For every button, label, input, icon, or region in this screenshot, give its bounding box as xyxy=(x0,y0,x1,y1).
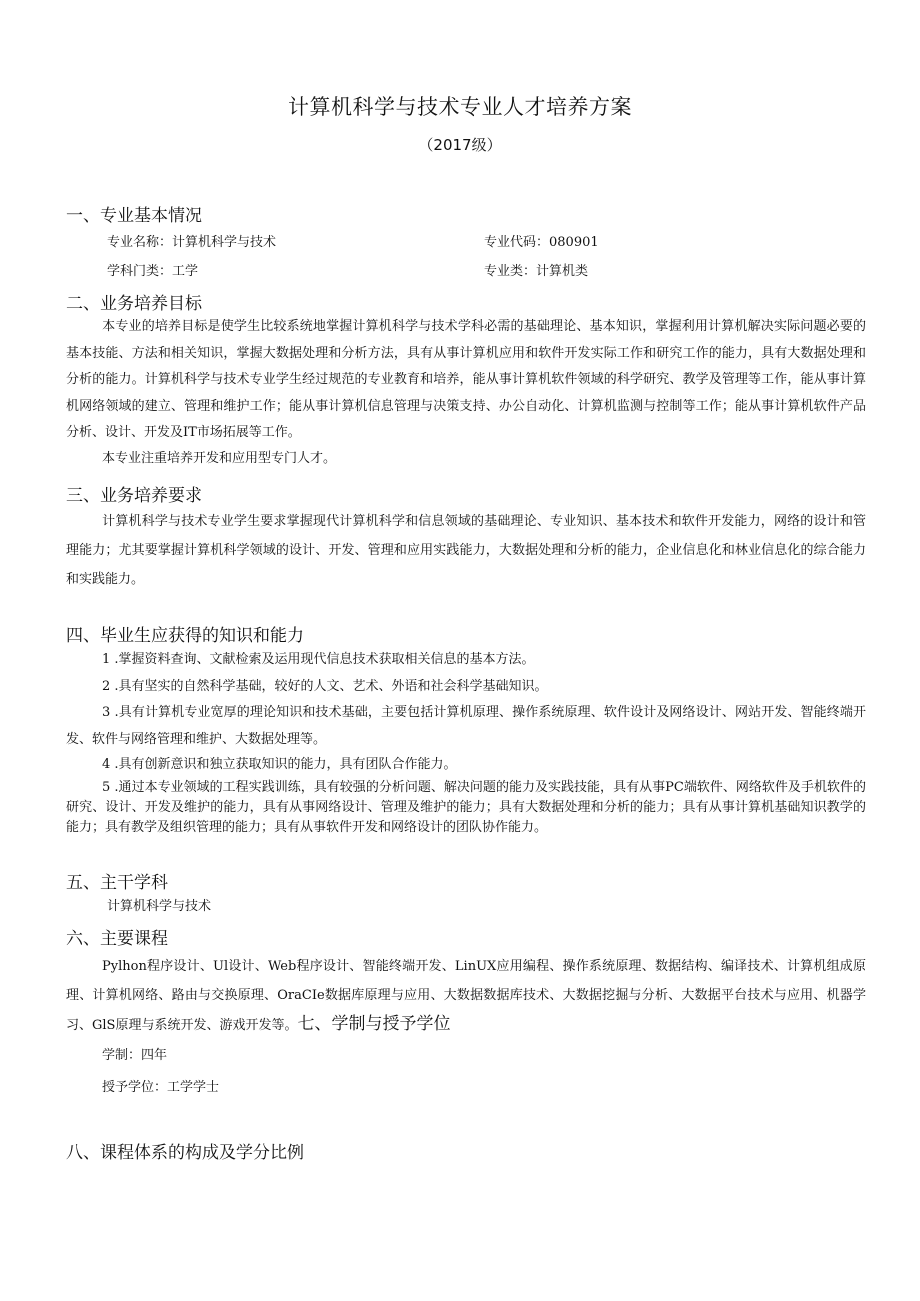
section-4-item-2-text: 2 .具有坚实的自然科学基础，较好的人文、艺术、外语和社会科学基础知识。 xyxy=(102,679,548,694)
section-3-paragraph-text: 计算机科学与技术专业学生要求掌握现代计算机科学和信息领域的基础理论、专业知识、基本技术和软件开发能力，网络的设计和管理能力；尤其要掌握计算机科学领域的设计、开发、管理和应用实践能力，大数据处理和分析的能力，企业信息化和林业信息化的综合能力和实践能力。 xyxy=(66,514,866,587)
section-2-paragraph-1 xyxy=(66,314,866,447)
section-5-heading: 五、主干学科 xyxy=(66,873,168,893)
section-3-paragraph xyxy=(66,507,866,594)
section-1-heading: 一、专业基本情况 xyxy=(66,206,202,226)
section-2-heading: 二、业务培养目标 xyxy=(66,294,202,314)
major-code: 专业代码：080901 xyxy=(484,235,599,250)
document-title: 计算机科学与技术专业人才培养方案 xyxy=(288,95,632,119)
section-4-item-1 xyxy=(66,647,866,674)
section-2-paragraph-1-text: 本专业的培养目标是使学生比较系统地掌握计算机科学与技术学科必需的基础理论、基本知识，掌握利用计算机解决实际问题必要的基本技能、方法和相关知识，掌握大数据处理和分析方法，具有从事计算机应用和软件开发实际工作和研究工作的能力，具有大数据处理和分析的能力。计算机科学与技术专业学生经过规范的专业教育和培养，能从事计算机软件领域的科学研究、教学及管理等工作，能从事计算机网络领域的建立、管理和维护工作；能从事计算机信息管理与决策支持、办公自动化、计算机监测与控制等工作；能从事计算机软件产品分析、设计、开发及IT市场拓展等工作。 xyxy=(66,319,866,440)
section-4-item-2 xyxy=(66,674,866,701)
section-4-item-3 xyxy=(66,700,866,753)
section-2-paragraph-2-text: 本专业注重培养开发和应用型专门人才。 xyxy=(102,451,337,466)
section-3-heading: 三、业务培养要求 xyxy=(66,486,202,506)
major-class: 专业类：计算机类 xyxy=(484,264,589,279)
section-4-item-4 xyxy=(66,752,866,779)
section-4-item-3-text: 3 .具有计算机专业宽厚的理论知识和技术基础，主要包括计算机原理、操作系统原理、软件设计及网络设计、网站开发、智能终端开发、软件与网络管理和维护、大数据处理等。 xyxy=(66,705,866,747)
section-6-heading: 六、主要课程 xyxy=(66,929,168,949)
main-discipline: 计算机科学与技术 xyxy=(107,899,212,914)
degree-awarded: 授予学位：工学学士 xyxy=(102,1080,220,1095)
section-7-heading: 七、学制与授予学位 xyxy=(297,1014,451,1034)
section-4-item-4-text: 4 .具有创新意识和独立获取知识的能力，具有团队合作能力。 xyxy=(102,757,457,772)
section-4-item-5-text: 5 .通过本专业领域的工程实践训练，具有较强的分析问题、解决问题的能力及实践技能，具有从事PC端软件、网络软件及手机软件的研究、设计、开发及维护的能力，具有从事网络设计、管理及维护的能力；具有大数据处理和分析的能力；具有从事计算机基础知识教学的能力；具有教学及组织管理的能力；具有从事软件开发和网络设计的团队协作能力。 xyxy=(66,780,866,835)
section-4-item-5 xyxy=(66,778,866,838)
section-2-paragraph-2 xyxy=(66,446,866,473)
major-name: 专业名称：计算机科学与技术 xyxy=(107,235,277,250)
section-8-heading: 八、课程体系的构成及学分比例 xyxy=(66,1143,304,1163)
document-subtitle: （2017级） xyxy=(418,136,502,154)
discipline: 学科门类：工学 xyxy=(107,264,199,279)
study-duration: 学制：四年 xyxy=(102,1048,168,1063)
courses-text: Pylhon程序设计、Ul设计、Web程序设计、智能终端开发、LinUX应用编程、操作系统原理、数据结构、编译技术、计算机组成原理、计算机网络、路由与交换原理、OraCIe数据库原理与应用、大数据数据库技术、大数据挖掘与分析、大数据平台技术与应用、机器学习、GlS原理与系统开发、游戏开发等。 xyxy=(66,959,866,1033)
section-6-courses xyxy=(66,953,866,1041)
section-4-heading: 四、毕业生应获得的知识和能力 xyxy=(66,626,304,646)
section-4-item-1-text: 1 .掌握资料查询、文献检索及运用现代信息技术获取相关信息的基本方法。 xyxy=(102,652,535,667)
